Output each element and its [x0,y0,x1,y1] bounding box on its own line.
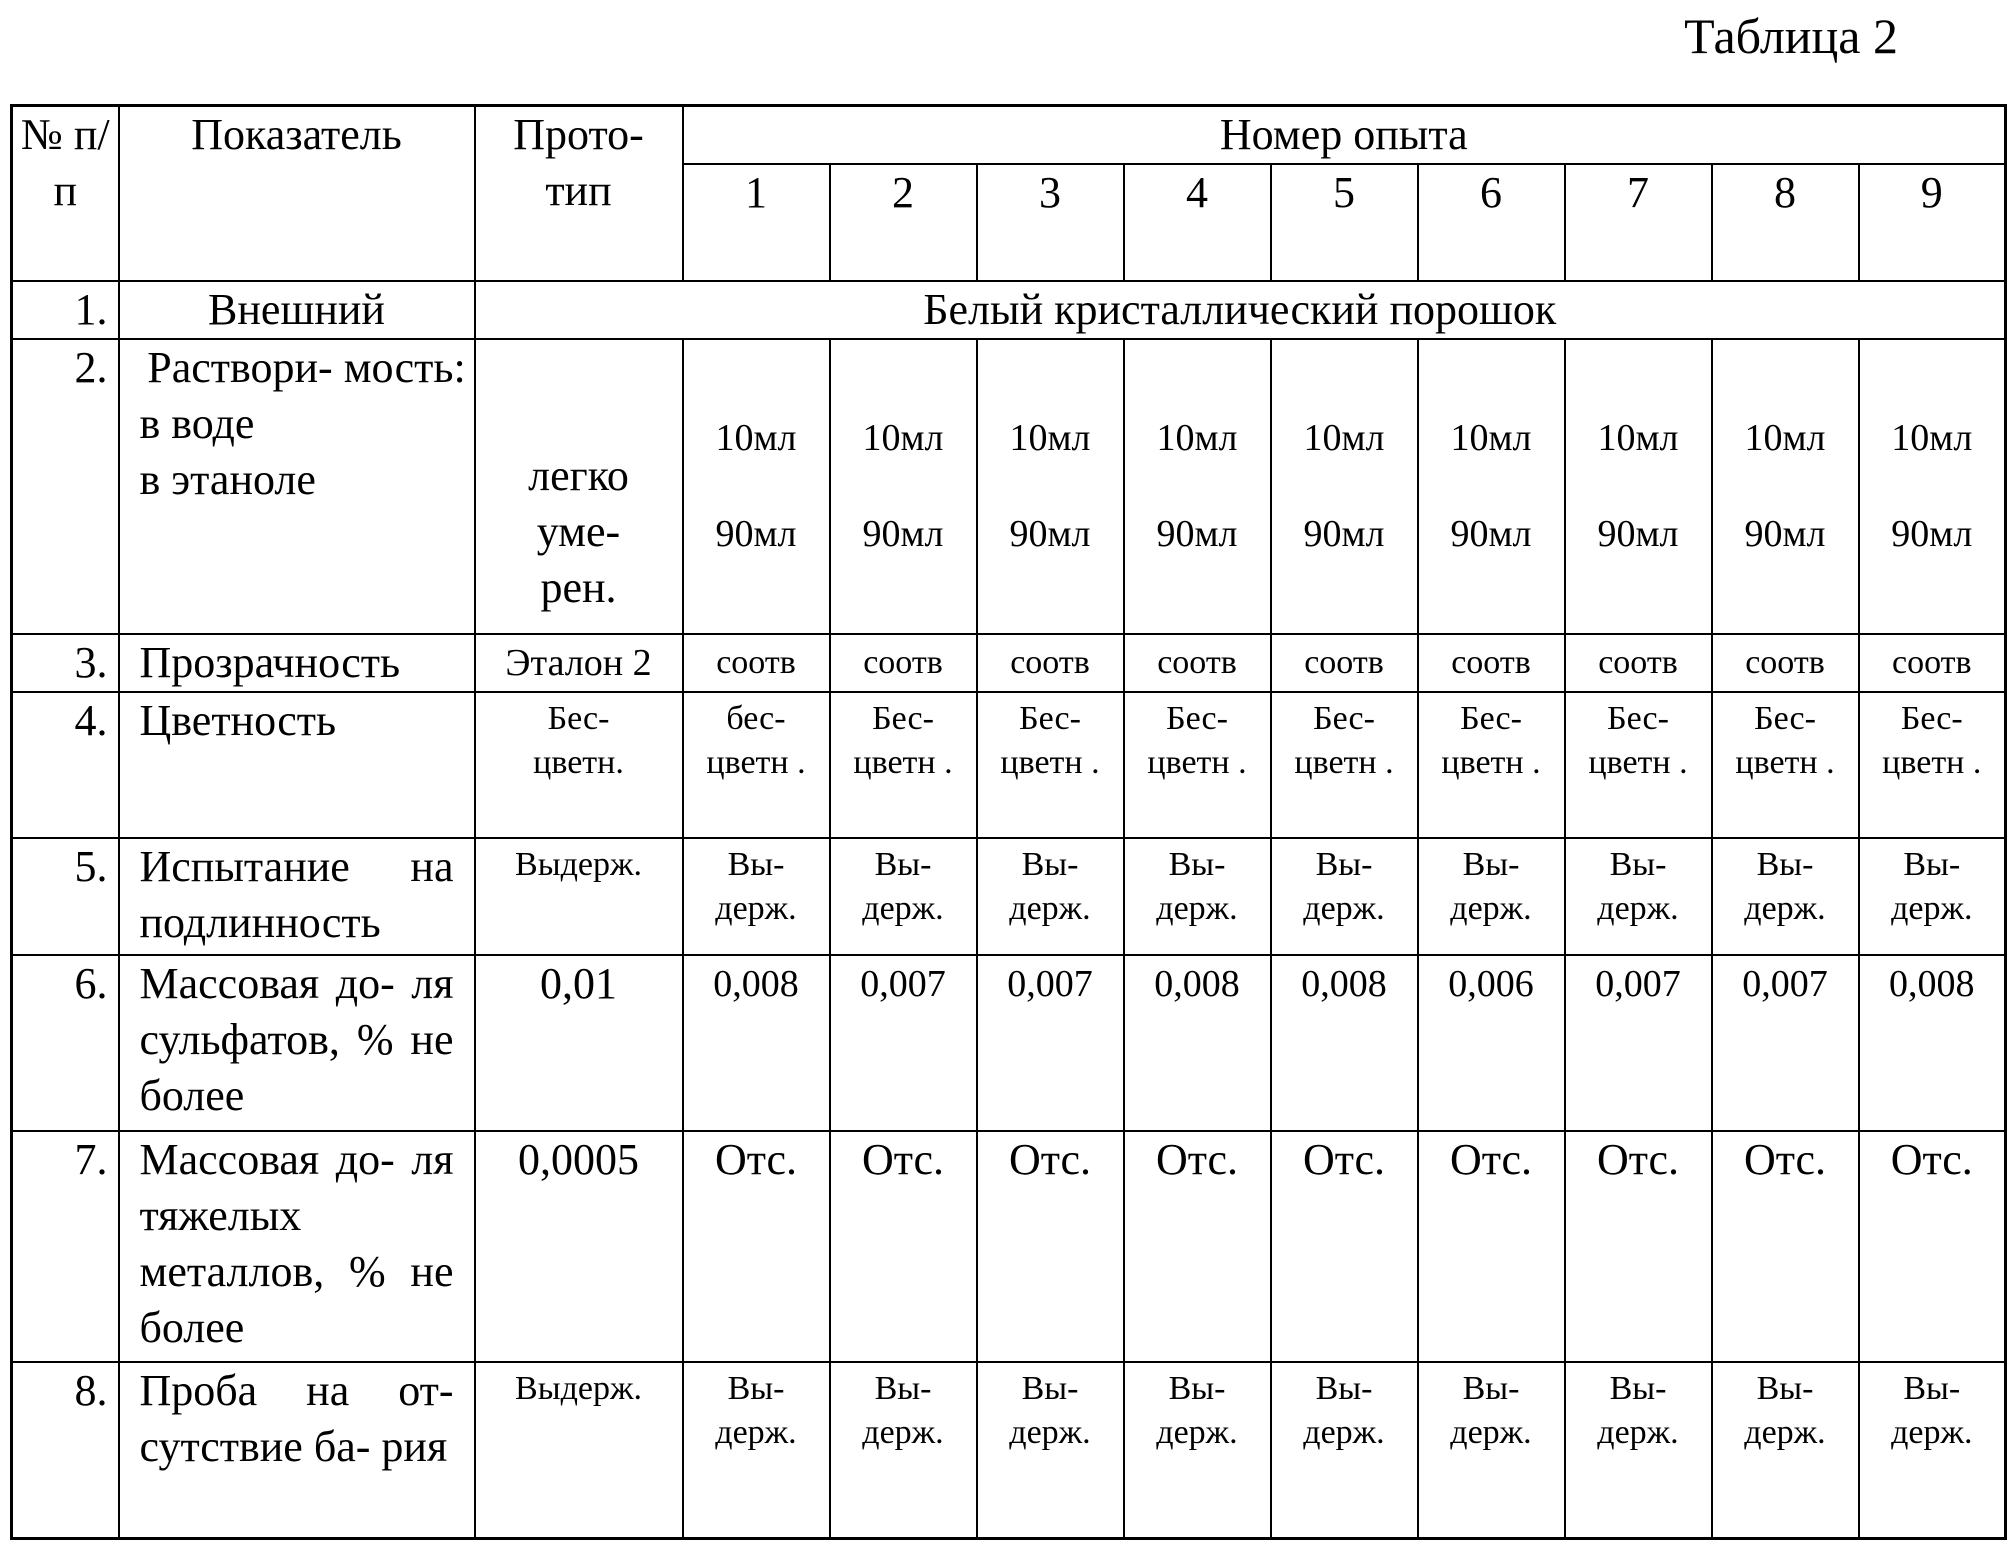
row-indicator: Проба на от- сутствие ба- рия [119,1362,475,1539]
row-value: Бес- цветн . [1565,692,1712,838]
row-value: Отс. [1565,1131,1712,1362]
table-row [12,339,2006,634]
header-experiment: 5 [1271,164,1418,280]
ethanol-volume: 90мл [715,513,797,556]
row-value: 0,006 [1418,955,1565,1132]
table-row [12,955,2006,1132]
row-indicator: Цветность [119,692,475,838]
ethanol-volume: 90мл [1156,513,1238,556]
solubility-cell [1859,339,2006,634]
row-indicator: Испытание на подлинность [119,838,475,954]
row-indicator: Массовая до- ля тяжелых металлов, % не более [119,1131,475,1362]
row-prototype: 0,0005 [475,1131,683,1362]
row-indicator: Массовая до- ля сульфатов, % не более [119,955,475,1132]
row-value: Вы- держ. [683,1362,830,1539]
row-value: Вы- держ. [683,838,830,954]
row-value: Вы- держ. [830,838,977,954]
ethanol-volume: 90мл [1009,513,1091,556]
water-volume: 10мл [1303,417,1385,460]
header-experiment-group: Номер опыта [683,106,2006,165]
header-indicator: Показатель [191,110,402,159]
row-value: Отс. [1859,1131,2006,1362]
row-value: соотв [1712,634,1859,692]
row-num: 1. [12,281,119,339]
row-value: Вы- держ. [1418,838,1565,954]
water-volume: 10мл [1009,417,1091,460]
row-value: 0,008 [1859,955,2006,1132]
row-value: Вы- держ. [1859,1362,2006,1539]
table-caption: Таблица 2 [1684,8,1898,64]
ethanol-volume: 90мл [862,513,944,556]
row-value: Вы- держ. [1712,1362,1859,1539]
row-value: Вы- держ. [977,1362,1124,1539]
row-value: соотв [830,634,977,692]
row-value: Бес- цветн . [1271,692,1418,838]
ethanol-volume: 90мл [1744,513,1826,556]
row-value: 0,008 [1271,955,1418,1132]
header-experiment: 9 [1859,164,2006,280]
row-value: 0,007 [1565,955,1712,1132]
header-indicator-cell [119,106,475,281]
row-value: соотв [1418,634,1565,692]
row-value: Вы- держ. [1565,838,1712,954]
header-experiment: 3 [977,164,1124,280]
row-value: Вы- держ. [1418,1362,1565,1539]
row-value: Вы- держ. [1712,838,1859,954]
row-num: 7. [12,1131,119,1362]
row-value: Вы- держ. [1271,1362,1418,1539]
row-value: 0,007 [977,955,1124,1132]
row-indicator: Прозрачность [119,634,475,692]
row-merged-value: Белый кристаллический порошок [475,281,2006,339]
row-value: Вы- держ. [1124,1362,1271,1539]
water-volume: 10мл [1156,417,1238,460]
row-value: 0,007 [1712,955,1859,1132]
row-value: Отс. [1418,1131,1565,1362]
header-row [12,106,2006,165]
water-volume: 10мл [1744,417,1826,460]
row-value: соотв [1565,634,1712,692]
row-value: Вы- держ. [1124,838,1271,954]
results-table [10,104,2007,1540]
row-prototype: уме- рен. [536,506,621,612]
row-num: 5. [12,838,119,954]
row-value: Бес- цветн . [977,692,1124,838]
row-value: Вы- держ. [1565,1362,1712,1539]
water-volume: 10мл [1891,417,1973,460]
header-experiment: 8 [1712,164,1859,280]
header-experiment: 2 [830,164,977,280]
header-experiment: 7 [1565,164,1712,280]
solubility-cell [1124,339,1271,634]
water-volume: 10мл [1450,417,1532,460]
row-value: Бес- цветн . [1124,692,1271,838]
row-value: 0,007 [830,955,977,1132]
header-experiment: 4 [1124,164,1271,280]
row-value: Бес- цветн . [1859,692,2006,838]
header-num-cell [12,106,119,281]
row-indicator-sub: в воде [139,398,255,448]
ethanol-volume: 90мл [1450,513,1532,556]
solubility-cell [977,339,1124,634]
header-experiment: 1 [683,164,830,280]
row-value: бес- цветн . [683,692,830,838]
row-num: 8. [12,1362,119,1539]
table-row [12,1131,2006,1362]
row-num: 6. [12,955,119,1132]
row-prototype: Бес- цветн. [475,692,683,838]
table-row [12,1362,2006,1539]
table-row [12,634,2006,692]
row-value: Вы- держ. [977,838,1124,954]
water-volume: 10мл [715,417,797,460]
row-value: соотв [1859,634,2006,692]
row-indicator-title: Раствори- мость: [147,342,466,392]
row-value: Бес- цветн . [830,692,977,838]
row-value: Бес- цветн . [1418,692,1565,838]
header-num: № п/ п [20,110,110,215]
row-value: Отс. [830,1131,977,1362]
row-value: соотв [683,634,830,692]
row-value: Вы- держ. [1859,838,2006,954]
row-value: Бес- цветн . [1712,692,1859,838]
solubility-cell [1271,339,1418,634]
row-value: Отс. [683,1131,830,1362]
ethanol-volume: 90мл [1891,513,1973,556]
table-row [12,692,2006,838]
row-prototype: Эталон 2 [475,634,683,692]
row-value: соотв [1124,634,1271,692]
row-prototype: легко [528,450,629,500]
row-indicator-sub: в этаноле [139,454,316,504]
row-value: Отс. [977,1131,1124,1362]
row-value: 0,008 [683,955,830,1132]
header-prototype: Прото- тип [513,110,644,215]
solubility-cell [830,339,977,634]
water-volume: 10мл [1597,417,1679,460]
solubility-cell [683,339,830,634]
row-value: 0,008 [1124,955,1271,1132]
row-value: Отс. [1712,1131,1859,1362]
row-num: 4. [12,692,119,838]
row-prototype: Выдерж. [475,1362,683,1539]
table-row [12,281,2006,339]
row-value: соотв [977,634,1124,692]
row-value: соотв [1271,634,1418,692]
row-indicator: Внешний [119,281,475,339]
ethanol-volume: 90мл [1303,513,1385,556]
solubility-cell [1418,339,1565,634]
header-experiment: 6 [1418,164,1565,280]
row-value: Отс. [1124,1131,1271,1362]
solubility-cell [1712,339,1859,634]
row-prototype-cell [475,339,683,634]
header-prototype-cell [475,106,683,281]
row-value: Отс. [1271,1131,1418,1362]
row-value: Вы- держ. [830,1362,977,1539]
row-prototype: 0,01 [475,955,683,1132]
solubility-cell [1565,339,1712,634]
row-prototype: Выдерж. [475,838,683,954]
row-num: 3. [12,634,119,692]
table-row [12,838,2006,954]
ethanol-volume: 90мл [1597,513,1679,556]
water-volume: 10мл [862,417,944,460]
row-num: 2. [12,339,119,634]
row-indicator-cell [119,339,475,634]
row-value: Вы- держ. [1271,838,1418,954]
